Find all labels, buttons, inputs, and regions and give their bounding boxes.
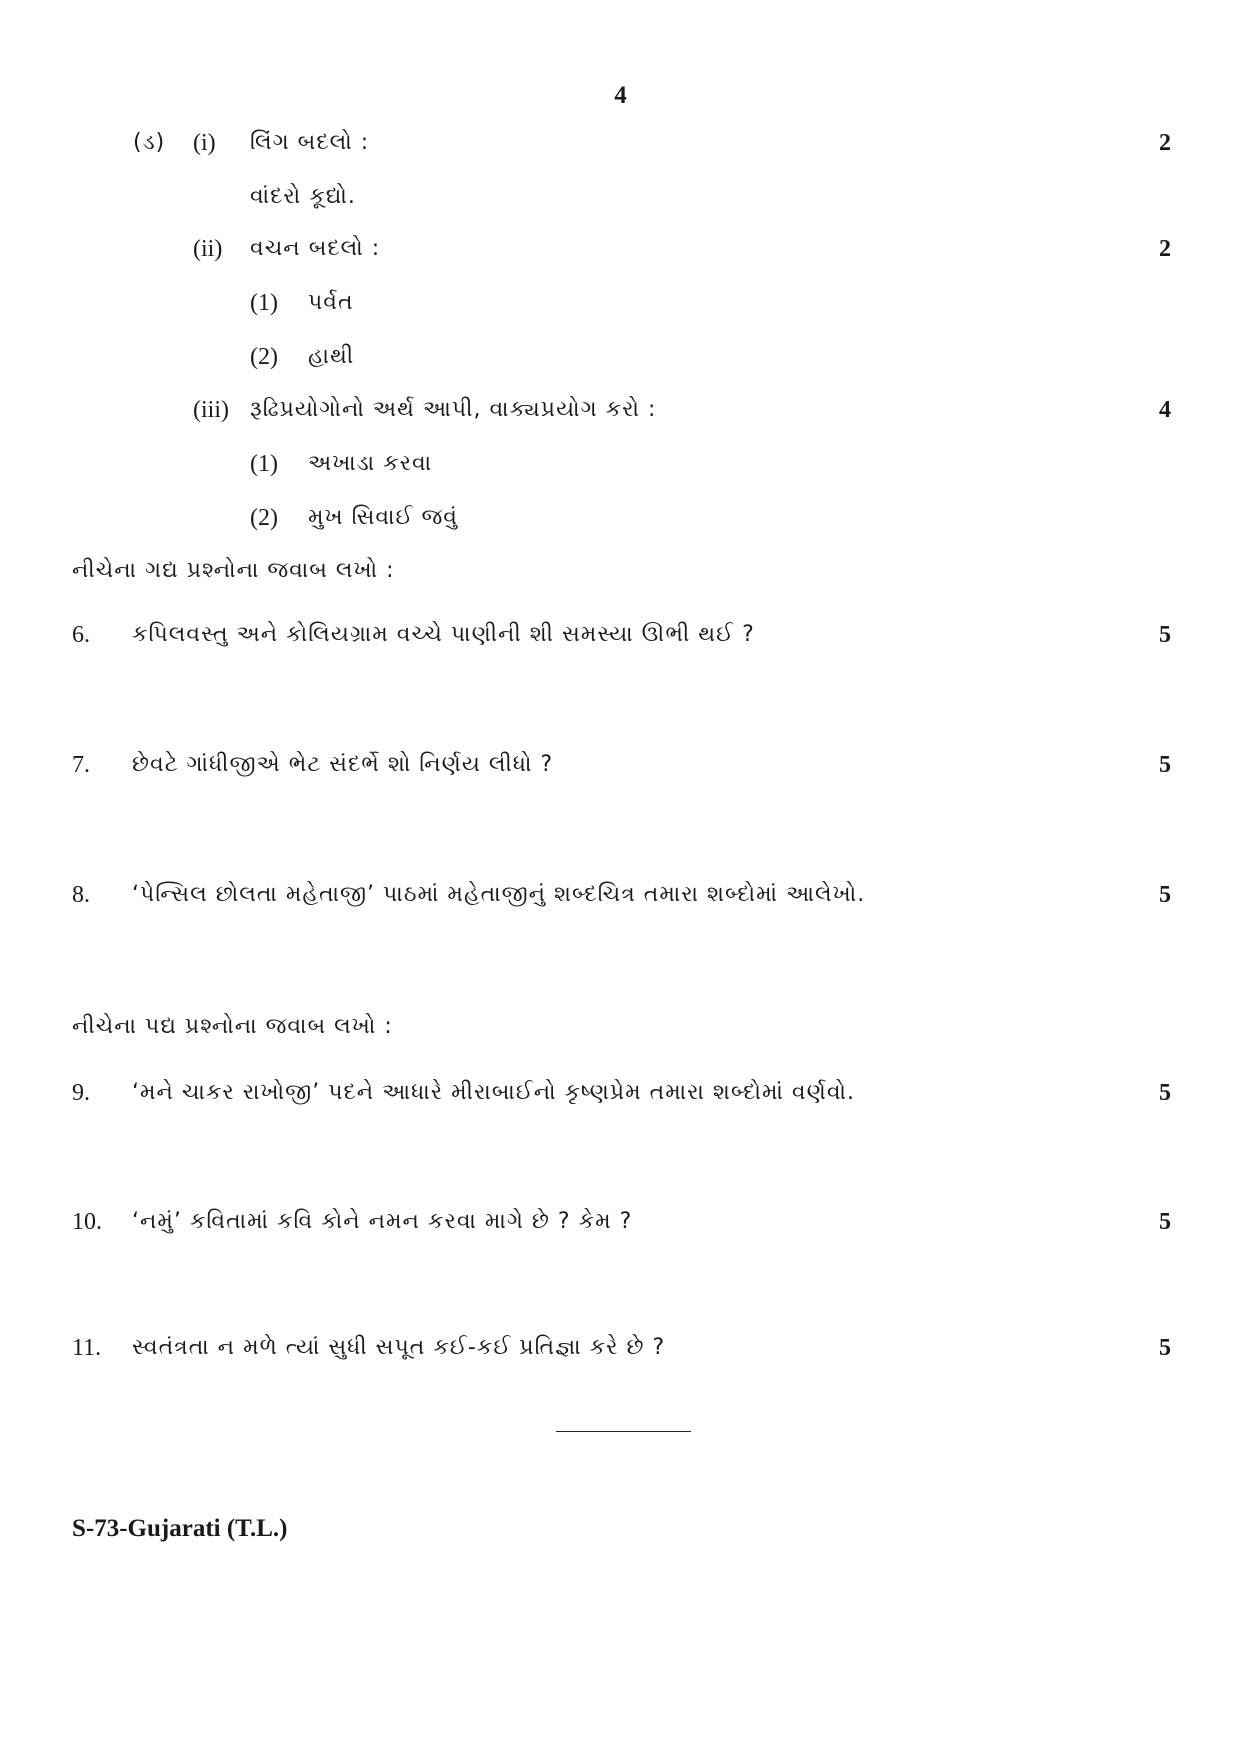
subquestion-iii-marks: 4 — [1159, 397, 1171, 423]
subquestion-iii-item-text: મુખ સિવાઈ જવું — [308, 505, 458, 530]
subquestion-i-marks: 2 — [1159, 130, 1171, 156]
question-marks: 5 — [1159, 752, 1171, 778]
question-text: ‘મને ચાકર રાખોજી’ પદને આધારે મીરાબાઈનો કૃષ્ણપ્રેમ તમારા શબ્દોમાં વર્ણવો. — [132, 1080, 856, 1105]
question-number: 8. — [72, 882, 90, 908]
subquestion-ii-marks: 2 — [1159, 236, 1171, 262]
section-heading-poetry: નીચેના પદ્ય પ્રશ્નોના જવાબ લખો : — [72, 1014, 393, 1039]
end-divider — [556, 1431, 691, 1432]
subquestion-iii-item-num: (2) — [250, 505, 278, 531]
subquestion-i-instruction: લિંગ બદલો : — [250, 130, 370, 155]
question-text: સ્વતંત્રતા ન મળે ત્યાં સુધી સપૂત કઈ-કઈ પ્રતિજ્ઞા કરે છે ? — [132, 1335, 666, 1360]
subquestion-ii-item-num: (1) — [250, 290, 278, 316]
subquestion-iii-instruction: રૂઢિપ્રયોગોનો અર્થ આપી, વાક્યપ્રયોગ કરો : — [250, 397, 657, 422]
subquestion-iii-label: (iii) — [193, 397, 229, 423]
question-number: 9. — [72, 1080, 90, 1106]
question-text: છેવટે ગાંધીજીએ ભેટ સંદર્ભે શો નિર્ણય લીધો ? — [132, 752, 554, 777]
question-number: 10. — [72, 1209, 102, 1235]
question-marks: 5 — [1159, 622, 1171, 648]
question-text: ‘નમું’ કવિતામાં કવિ કોને નમન કરવા માગે છે ? કેમ ? — [132, 1209, 633, 1234]
question-marks: 5 — [1159, 1335, 1171, 1361]
question-text: ‘પેન્સિલ છોલતા મહેતાજી’ પાઠમાં મહેતાજીનું શબ્દચિત્ર તમારા શબ્દોમાં આલેખો. — [132, 882, 866, 907]
question-number: 6. — [72, 622, 90, 648]
question-text: કપિલવસ્તુ અને કોલિયગ્રામ વચ્ચે પાણીની શી સમસ્યા ઊભી થઈ ? — [132, 622, 755, 647]
question-marks: 5 — [1159, 1080, 1171, 1106]
subquestion-iii-item-text: અખાડા કરવા — [308, 451, 433, 476]
subquestion-i-item: વાંદરો કૂદ્યો. — [250, 184, 356, 209]
section-heading-prose: નીચેના ગદ્ય પ્રશ્નોના જવાબ લખો : — [72, 558, 395, 583]
question-da-label: (ડ) — [133, 130, 166, 155]
question-number: 7. — [72, 752, 90, 778]
subquestion-ii-item-num: (2) — [250, 344, 278, 370]
question-marks: 5 — [1159, 1209, 1171, 1235]
question-number: 11. — [72, 1335, 102, 1361]
subquestion-i-label: (i) — [193, 130, 216, 156]
question-marks: 5 — [1159, 882, 1171, 908]
subquestion-ii-item-text: હાથી — [308, 344, 355, 369]
subquestion-ii-instruction: વચન બદલો : — [250, 236, 381, 261]
subquestion-ii-label: (ii) — [193, 236, 223, 262]
subquestion-ii-item-text: પર્વત — [308, 290, 354, 315]
page-number: 4 — [614, 82, 627, 109]
footer-paper-code: S-73-Gujarati (T.L.) — [72, 1515, 288, 1542]
subquestion-iii-item-num: (1) — [250, 451, 278, 477]
